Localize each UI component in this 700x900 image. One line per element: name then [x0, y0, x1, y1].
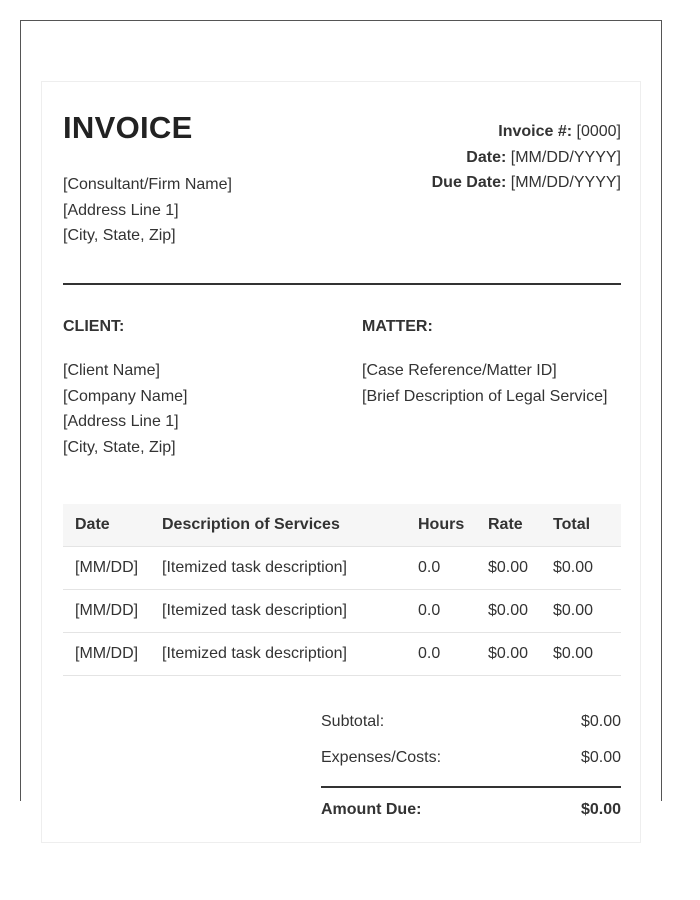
client-name: [Client Name] — [63, 362, 160, 379]
row-description: [Itemized task description] — [150, 633, 406, 676]
expenses-row — [321, 740, 621, 776]
invoice-meta — [432, 119, 621, 196]
header-divider — [63, 283, 621, 285]
row-hours: 0.0 — [406, 590, 476, 633]
table-row — [63, 633, 621, 676]
column-header-rate: Rate — [476, 504, 541, 547]
amount-due-label: Amount Due: — [321, 801, 422, 818]
firm-address-line1: [Address Line 1] — [63, 201, 179, 219]
invoice-date-row — [432, 145, 621, 171]
table-header-row — [63, 504, 621, 547]
matter-description: [Brief Description of Legal Service] — [362, 387, 608, 405]
amount-due-row — [321, 792, 621, 828]
row-description: [Itemized task description] — [150, 590, 406, 633]
expenses-value: $0.00 — [580, 749, 621, 766]
subtotal-row — [321, 704, 621, 740]
matter-block — [362, 318, 607, 409]
expenses-label: Expenses/Costs: — [321, 749, 442, 766]
table-row — [63, 590, 621, 633]
row-rate: $0.00 — [476, 633, 541, 676]
row-date: [MM/DD] — [63, 633, 150, 676]
column-header-total: Total — [541, 504, 621, 547]
row-hours: 0.0 — [406, 633, 476, 676]
client-company: [Company Name] — [63, 387, 188, 405]
totals-block — [321, 704, 621, 828]
client-label: CLIENT: — [63, 318, 125, 335]
firm-block — [63, 172, 232, 249]
amount-due-value: $0.00 — [580, 801, 621, 818]
subtotal-value: $0.00 — [580, 713, 621, 730]
row-total: $0.00 — [541, 633, 621, 676]
invoice-due-row — [432, 170, 621, 196]
subtotal-label: Subtotal: — [321, 713, 385, 730]
matter-reference: [Case Reference/Matter ID] — [362, 362, 557, 379]
firm-name: [Consultant/Firm Name] — [63, 176, 232, 193]
client-address-line1: [Address Line 1] — [63, 413, 179, 430]
matter-label: MATTER: — [362, 318, 433, 335]
invoice-date-value: [MM/DD/YYYY] — [510, 148, 621, 166]
invoice-number-label: Invoice #: — [498, 123, 573, 140]
row-description: [Itemized task description] — [150, 547, 406, 590]
row-date: [MM/DD] — [63, 547, 150, 590]
client-block — [63, 318, 188, 460]
invoice-due-value: [MM/DD/YYYY] — [510, 174, 621, 191]
invoice-number-row — [432, 119, 621, 145]
column-header-description: Description of Services — [150, 504, 406, 547]
row-total: $0.00 — [541, 547, 621, 590]
invoice-date-label: Date: — [466, 148, 507, 166]
row-hours: 0.0 — [406, 547, 476, 590]
row-date: [MM/DD] — [63, 590, 150, 633]
invoice-title: INVOICE — [63, 110, 193, 145]
invoice-number-value: [0000] — [576, 123, 621, 140]
invoice-due-label: Due Date: — [431, 174, 507, 191]
totals-divider — [321, 786, 621, 788]
row-rate: $0.00 — [476, 590, 541, 633]
row-total: $0.00 — [541, 590, 621, 633]
services-table — [63, 504, 621, 676]
invoice-sheet — [41, 81, 641, 843]
row-rate: $0.00 — [476, 547, 541, 590]
column-header-date: Date — [63, 504, 150, 547]
client-city-state-zip: [City, State, Zip] — [63, 438, 176, 456]
firm-city-state-zip: [City, State, Zip] — [63, 227, 176, 244]
table-row — [63, 547, 621, 590]
document-viewport — [20, 20, 662, 818]
column-header-hours: Hours — [406, 504, 476, 547]
